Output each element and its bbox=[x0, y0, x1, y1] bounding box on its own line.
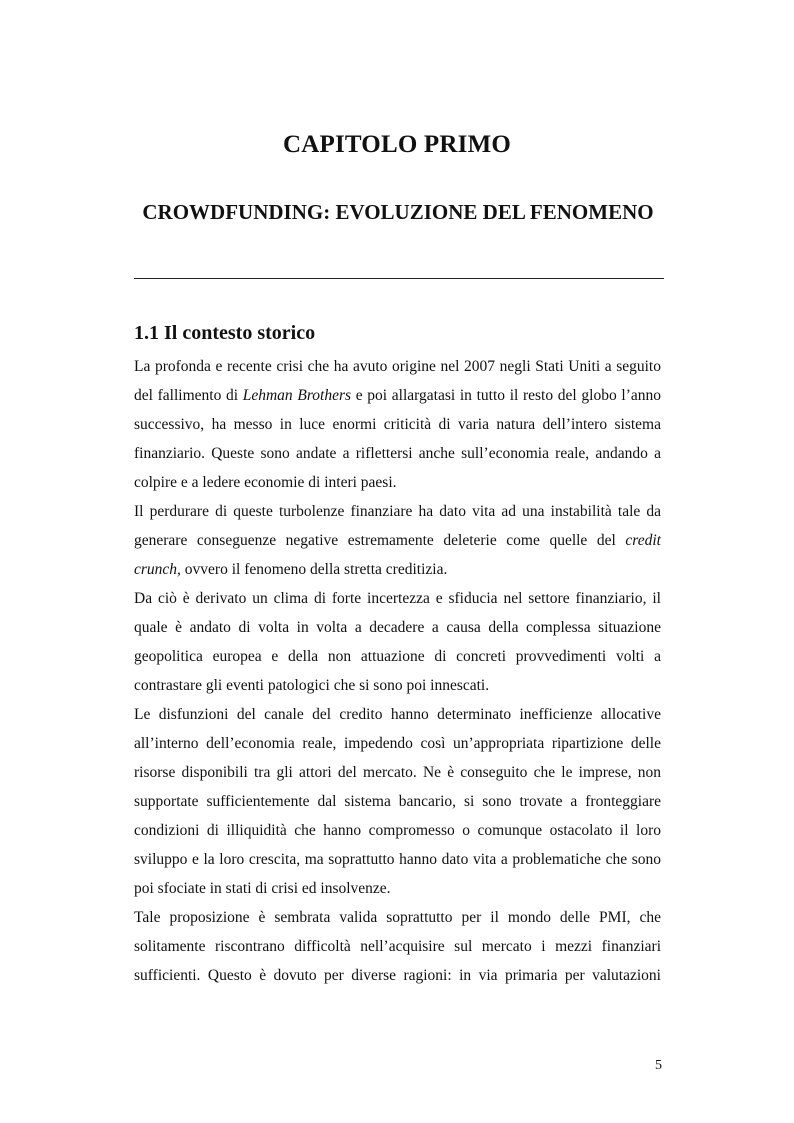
paragraph: Tale proposizione è sembrata valida soprattutto per il mondo delle PMI, che solitamente riscontrano difficoltà nell’acquisire sul mercato i mezzi finanziari sufficienti. Questo è dovuto per diverse ragioni: in via primaria per valutazioni bbox=[134, 909, 661, 984]
title-divider bbox=[134, 278, 664, 279]
italic-term: Lehman Brothers bbox=[242, 387, 352, 404]
paragraph: Le disfunzioni del canale del credito hanno determinato inefficienze allocative all’interno dell’economia reale, impedendo così un’appropriata ripartizione delle risorse disponibili tra gli attori del mercato. Ne è conseguito che le imprese, non supportate sufficientemente dal sistema bancario, si sono trovate a fronteggiare condizioni di illiquidità che hanno compromesso o comunque ostacolato il loro sviluppo e la loro crescita, ma soprattutto hanno dato vita a problematiche che sono poi sfociate in stati di crisi ed insolvenze. bbox=[134, 706, 661, 897]
chapter-label: CAPITOLO PRIMO bbox=[282, 131, 512, 158]
body-text bbox=[134, 352, 661, 990]
section-heading: 1.1 Il contesto storico bbox=[134, 322, 316, 344]
paragraph: La profonda e recente crisi che ha avuto origine nel 2007 negli Stati Uniti a seguito del fallimento di Lehman Brothers e poi allargatasi in tutto il resto del globo l’anno successivo, ha messo in luce enormi criticità di varia natura dell’intero sistema finanziario. Queste sono andate a riflettersi anche sull’economia reale, andando a colpire e a ledere economie di interi paesi. bbox=[134, 358, 661, 491]
chapter-title: CROWDFUNDING: EVOLUZIONE DEL FENOMENO bbox=[142, 200, 654, 224]
paragraph: Da ciò è derivato un clima di forte incertezza e sfiducia nel settore finanziario, il quale è andato di volta in volta a decadere a causa della complessa situazione geopolitica europea e della non attuazione di concreti provvedimenti volti a contrastare gli eventi patologici che si sono poi innescati. bbox=[134, 590, 661, 694]
italic-term: credit crunch bbox=[134, 532, 661, 578]
paragraph: Il perdurare di queste turbolenze finanziare ha dato vita ad una instabilità tale da generare conseguenze negative estremamente deleterie come quelle del credit crunch, ovvero il fenomeno della stretta creditizia. bbox=[134, 503, 661, 578]
page-number: 5 bbox=[655, 1058, 662, 1073]
